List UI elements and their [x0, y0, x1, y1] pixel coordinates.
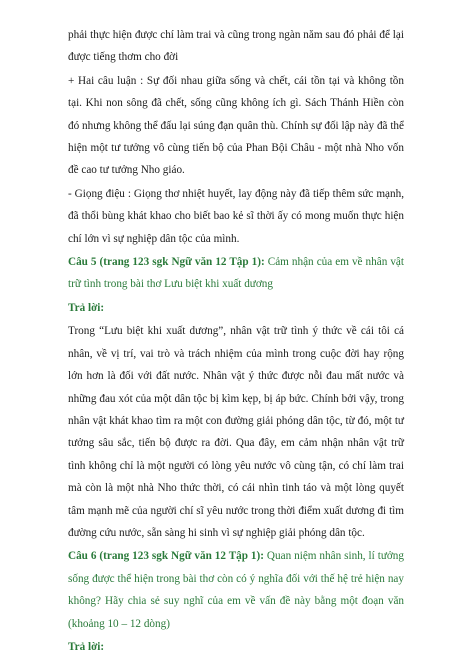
paragraph-continuation: phải thực hiện được chí làm trai và cũng trong ngàn năm sau đó phải để lại được tiếng thơm cho đời — [68, 29, 404, 64]
question-5 — [68, 251, 404, 296]
answer-5-paragraph: Trong “Lưu biệt khi xuất dương”, nhân vật trữ tình ý thức về cái tôi cá nhân, về vị trí, vai trò và trách nhiệm của mình trong cuộc đời hay rộng lớn hơn là đối với đất nước. Nhân vật ý thức được nỗi đau mất nước và những đau xót của một dân tộc bị kìm kẹp, bị áp bức. Chính bởi vậy, trong nhân vật khát khao tìm ra một con đường giải phóng dân tộc, từ đó, một tư tưởng sâu sắc, tiến bộ được ra đời. Qua đây, em cảm nhận nhân vật trữ tình không chỉ là một người có lòng yêu nước vô cùng tận, có chí làm trai mà còn là một nhà Nho thức thời, có cái nhìn tinh táo và một lòng quyết tâm mạnh mẽ của người chí sĩ yêu nước trong thời điểm xuất dương đi tìm đường cứu nước, sẵn sàng hi sinh vì sự nghiệp giải phóng dân tộc. — [68, 325, 404, 539]
paragraph-two-lines-analysis: + Hai câu luận : Sự đối nhau giữa sống và chết, cái tồn tại và không tồn tại. Khi non sông đã chết, sống cũng không ích gì. Sách Thánh Hiền còn đó nhưng không thể đấu lại súng đạn quân thù. Chính sự đối lập này đã thể hiện một tư tưởng vô cùng tiến bộ của Phan Bội Châu - một nhà Nho vốn đề cao tư tưởng Nho giáo. — [68, 74, 404, 177]
answer-label-6: Trả lời: — [68, 640, 105, 653]
question-6-label: Câu 6 (trang 123 sgk Ngữ văn 12 Tập 1): — [68, 550, 264, 563]
paragraph-tone: - Giọng điệu : Giọng thơ nhiệt huyết, lay động này đã tiếp thêm sức mạnh, đã thổi bùng khát khao cho biết bao kẻ sĩ thời ấy có mong muốn thực hiện chí lớn vì sự nghiệp dân tộc của mình. — [68, 187, 404, 245]
answer-label-5: Trả lời: — [68, 301, 105, 314]
question-5-text: Cảm nhận của em về nhân vật trữ tình trong bài thơ Lưu biệt khi xuất dương — [68, 256, 404, 291]
question-5-label: Câu 5 (trang 123 sgk Ngữ văn 12 Tập 1): — [68, 256, 265, 269]
question-6-text: Quan niệm nhân sinh, lí tưởng sống được thể hiện trong bài thơ còn có ý nghĩa đối với thế hệ trẻ hiện nay không? Hãy chia sẻ suy nghĩ của em về vấn đề này bằng một đoạn văn (khoảng 10 – 12 dòng) — [68, 550, 404, 630]
question-6 — [68, 545, 404, 635]
